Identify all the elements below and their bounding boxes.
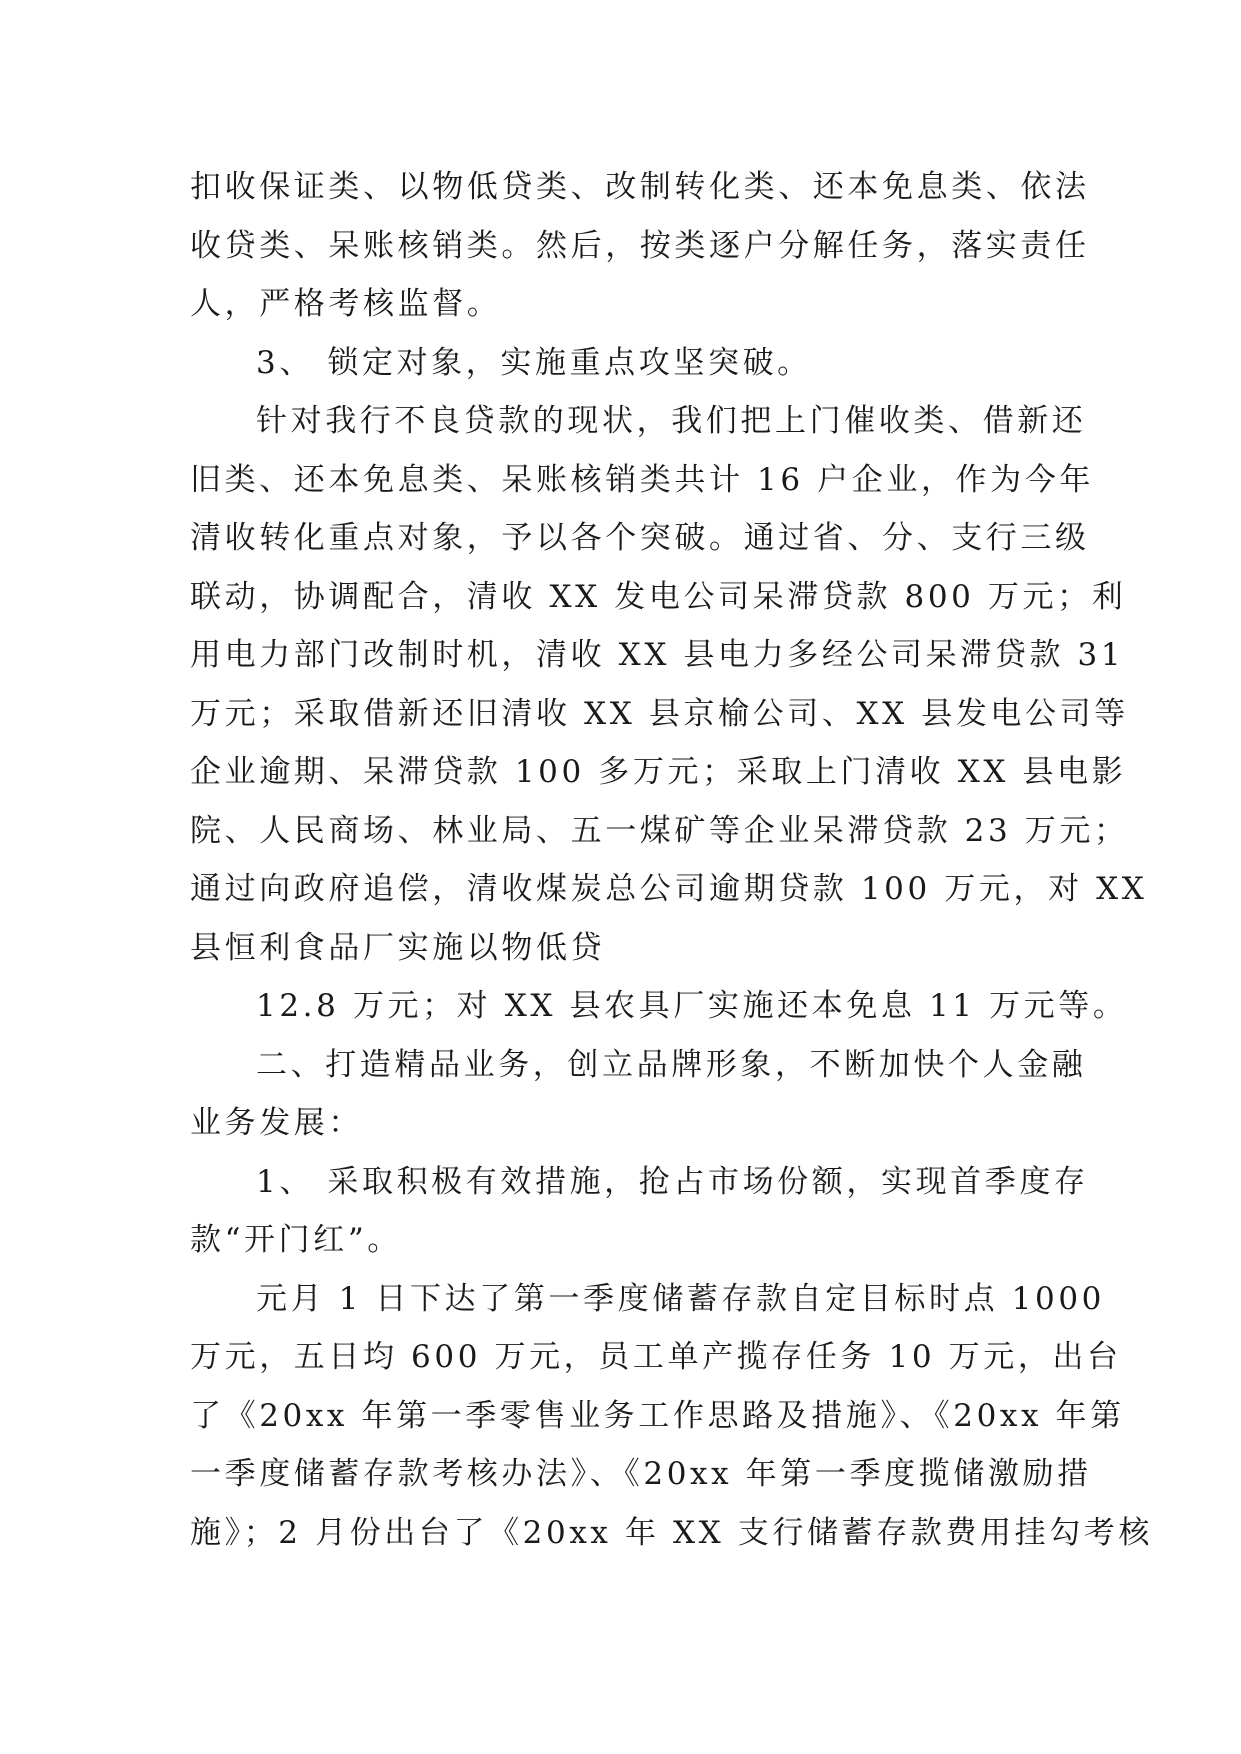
text-line: 针对我行不良贷款的现状，我们把上门催收类、借新还 — [256, 403, 1087, 439]
text-line: 扣收保证类、以物低贷类、改制转化类、还本免息类、依法 — [190, 169, 1090, 205]
text-line: 万元；采取借新还旧清收 XX 县京榆公司、XX 县发电公司等 — [190, 695, 1129, 732]
text-line: 县恒利食品厂实施以物低贷 — [190, 929, 606, 966]
text-line: 二、打造精品业务，创立品牌形象，不断加快个人金融 — [256, 1046, 1087, 1083]
text-line: 企业逾期、呆滞贷款 100 多万元；采取上门清收 XX 县电影 — [190, 754, 1127, 790]
text-line: 收贷类、呆账核销类。然后，按类逐户分解任务，落实责任 — [190, 227, 1090, 264]
text-line: 联动，协调配合，清收 XX 发电公司呆滞贷款 800 万元；利 — [190, 578, 1127, 615]
text-line: 清收转化重点对象，予以各个突破。通过省、分、支行三级 — [190, 520, 1090, 556]
text-line: 人，严格考核监督。 — [190, 286, 502, 322]
text-line: 款“开门红”。 — [190, 1222, 402, 1258]
text-line: 了《20xx 年第一季零售业务工作思路及措施》、《20xx 年第 — [190, 1397, 1125, 1434]
text-line: 通过向政府追偿，清收煤炭总公司逾期贷款 100 万元，对 XX — [190, 871, 1148, 907]
text-line: 一季度储蓄存款考核办法》、《20xx 年第一季度揽储激励措 — [190, 1456, 1092, 1492]
text-line: 元月 1 日下达了第一季度储蓄存款自定目标时点 1000 — [256, 1280, 1105, 1317]
text-line: 1、 采取积极有效措施，抢占市场份额，实现首季度存 — [256, 1163, 1089, 1200]
text-line: 用电力部门改制时机，清收 XX 县电力多经公司呆滞贷款 31 — [190, 637, 1125, 673]
text-line: 业务发展： — [190, 1105, 363, 1141]
text-line: 院、人民商场、林业局、五一煤矿等企业呆滞贷款 23 万元； — [190, 812, 1129, 849]
text-line: 3、 锁定对象，实施重点攻坚突破。 — [256, 344, 812, 381]
text-line: 旧类、还本免息类、呆账核销类共计 16 户企业，作为今年 — [190, 461, 1094, 498]
text-line: 施》；2 月份出台了《20xx 年 XX 支行储蓄存款费用挂勾考核 — [190, 1514, 1153, 1551]
document-body — [190, 158, 1153, 1562]
text-line: 12.8 万元；对 XX 县农具厂实施还本免息 11 万元等。 — [256, 988, 1128, 1024]
text-line: 万元，五日均 600 万元，员工单产揽存任务 10 万元，出台 — [190, 1339, 1122, 1375]
